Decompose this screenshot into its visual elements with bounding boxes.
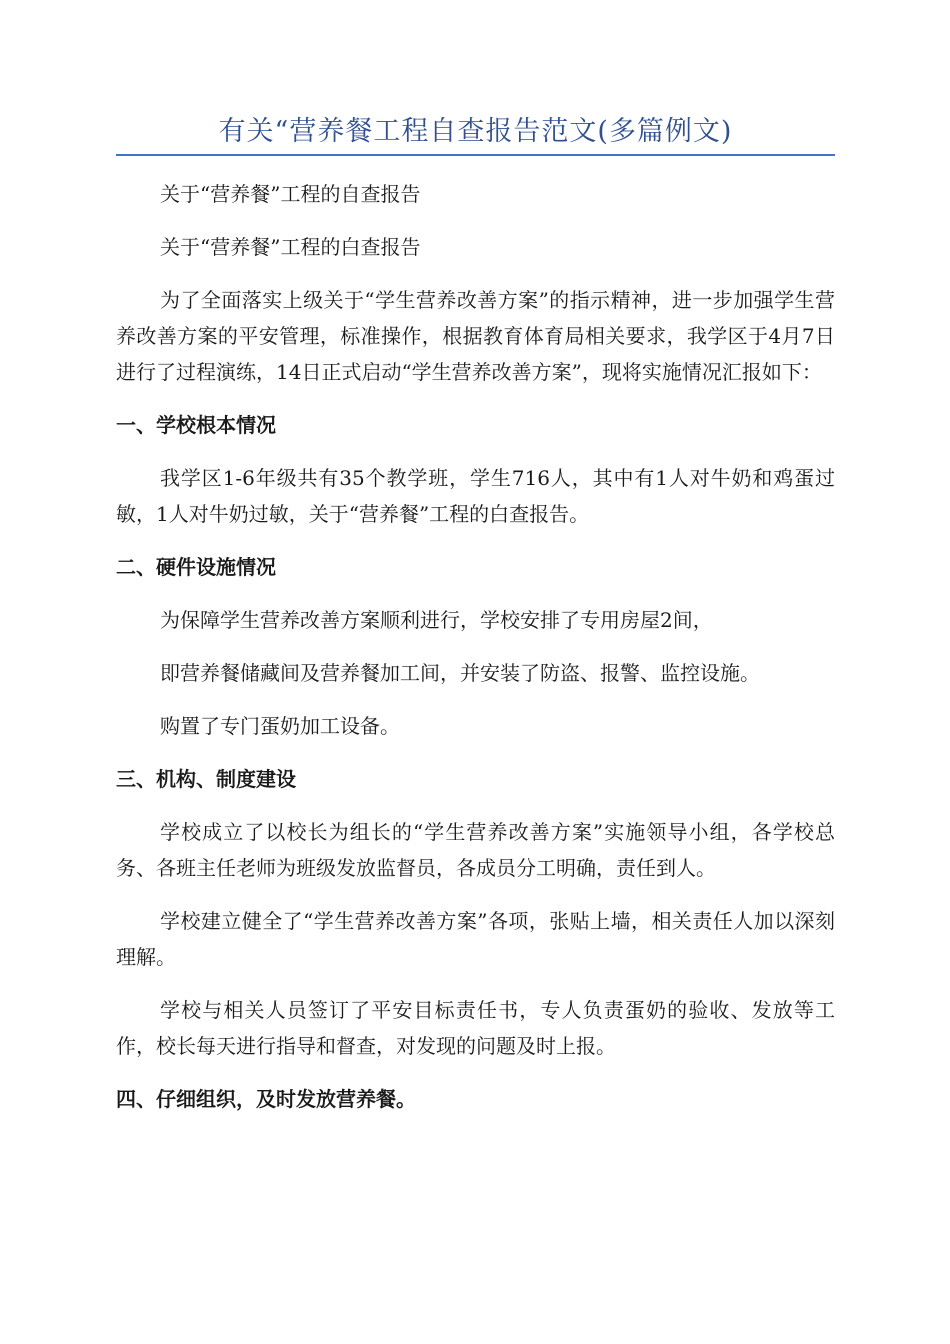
section-heading-3: 三、机构、制度建设 [116,767,296,791]
section-2-paragraph-3: 购置了专门蛋奶加工设备。 [160,714,400,738]
document-title: 有关“营养餐工程自查报告范文(多篇例文) [116,112,835,156]
opening-paragraph: 为了全面落实上级关于“学生营养改善方案”的指示精神，进一步加强学生营养改善方案的平安管理，标准操作，根据教育体育局相关要求，我学区于4月7日进行了过程演练，14日正式启动“学生营养改善方案”，现将实施情况汇报如下： [116,288,835,384]
intro-line-2: 关于“营养餐”工程的白查报告 [160,235,421,259]
section-heading-1: 一、学校根本情况 [116,413,276,437]
section-2-paragraph-2: 即营养餐储藏间及营养餐加工间，并安装了防盗、报警、监控设施。 [160,661,760,685]
section-heading-2: 二、硬件设施情况 [116,555,276,579]
section-3-paragraph-2: 学校建立健全了“学生营养改善方案”各项，张贴上墙，相关责任人加以深刻理解。 [116,909,835,969]
section-1-paragraph-1: 我学区1-6年级共有35个教学班，学生716人，其中有1人对牛奶和鸡蛋过敏，1人对牛奶过敏，关于“营养餐”工程的白查报告。 [116,466,835,526]
section-3-paragraph-1: 学校成立了以校长为组长的“学生营养改善方案”实施领导小组，各学校总务、各班主任老师为班级发放监督员，各成员分工明确，责任到人。 [116,820,835,880]
section-heading-4: 四、仔细组织，及时发放营养餐。 [116,1087,416,1111]
intro-line-1: 关于“营养餐”工程的自查报告 [160,182,421,206]
section-3-paragraph-3: 学校与相关人员签订了平安目标责任书，专人负责蛋奶的验收、发放等工作，校长每天进行指导和督查，对发现的问题及时上报。 [116,998,835,1058]
section-2-paragraph-1: 为保障学生营养改善方案顺利进行，学校安排了专用房屋2间， [160,608,713,632]
document-page [116,112,835,1117]
